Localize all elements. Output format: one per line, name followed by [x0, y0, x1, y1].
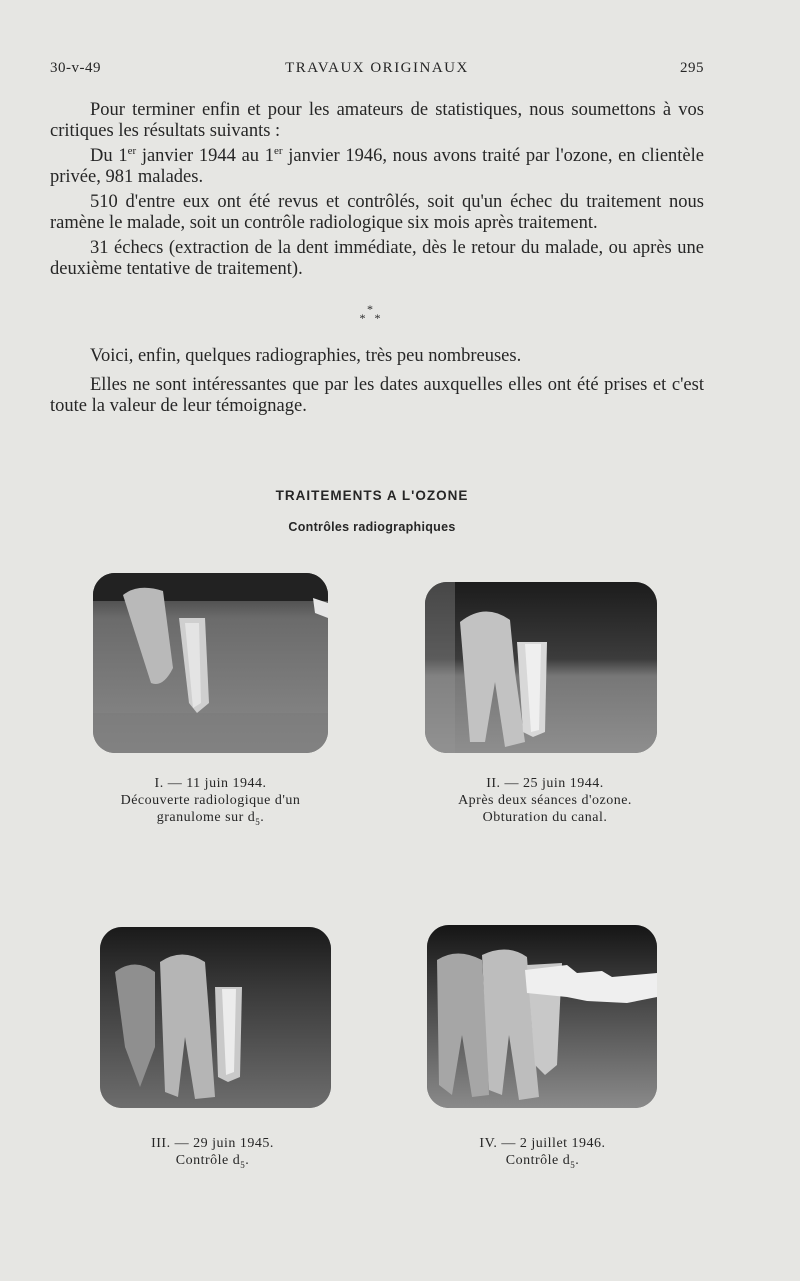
paragraph-period: Du 1er janvier 1944 au 1er janvier 1946, nous avons traité par l'ozone, en clientèle privée, 981 malades. — [50, 144, 704, 187]
paragraph-reviewed: 510 d'entre eux ont été revus et contrôlés, soit qu'un échec du traitement nous ramène le malade, soit un contrôle radiologique six mois après traitement. — [50, 192, 704, 233]
paragraph-intro: Pour terminer enfin et pour les amateurs de statistiques, nous soumettons à vos critiques les résultats suivants : — [50, 100, 704, 141]
header-section-title: TRAVAUX ORIGINAUX — [285, 60, 469, 76]
xray-image-4 — [427, 925, 657, 1108]
caption-text: Contrôle $d_5$. — [175, 1153, 250, 1170]
caption-text: Découverte radiologique d'un — [120, 793, 301, 808]
caption-text: Après deux séances d'ozone. — [458, 793, 632, 808]
caption-date: III. — 29 juin 1945. — [151, 1136, 274, 1151]
caption-date: II. — 25 juin 1944. — [486, 776, 604, 791]
xray-image-2 — [425, 582, 657, 753]
xray-caption-4 — [410, 1135, 675, 1174]
caption-text: Obturation du canal. — [482, 810, 608, 825]
xray-image-3 — [100, 927, 331, 1108]
paragraph-failures: 31 échecs (extraction de la dent immédiate, dès le retour du malade, ou après une deuxième tentative de traitement). — [50, 238, 704, 279]
xray-caption-3 — [80, 1135, 345, 1174]
paragraph-dates: Elles ne sont intéressantes que par les dates auxquelles elles ont été prises et c'est toute la valeur de leur témoignage. — [50, 375, 704, 416]
xray-caption-1 — [78, 775, 343, 831]
caption-text: granulome sur $d_5$. — [156, 810, 265, 827]
body-text-block-1 — [50, 100, 704, 284]
header-date: 30-v-49 — [50, 60, 101, 76]
body-text-block-2 — [50, 346, 704, 425]
caption-text: Contrôle $d_5$. — [505, 1153, 580, 1170]
figure-subtitle: Contrôles radiographiques — [288, 520, 456, 534]
asterism-divider: * * * — [359, 302, 381, 325]
page-number: 295 — [680, 60, 704, 76]
figure-title: TRAITEMENTS A L'OZONE — [275, 488, 469, 503]
paragraph-radiographs: Voici, enfin, quelques radiographies, très peu nombreuses. — [90, 346, 522, 366]
xray-caption-2 — [415, 775, 675, 831]
caption-date: IV. — 2 juillet 1946. — [479, 1136, 606, 1151]
xray-image-1 — [93, 573, 328, 753]
running-head — [50, 60, 704, 82]
caption-date: I. — 11 juin 1944. — [154, 776, 267, 791]
